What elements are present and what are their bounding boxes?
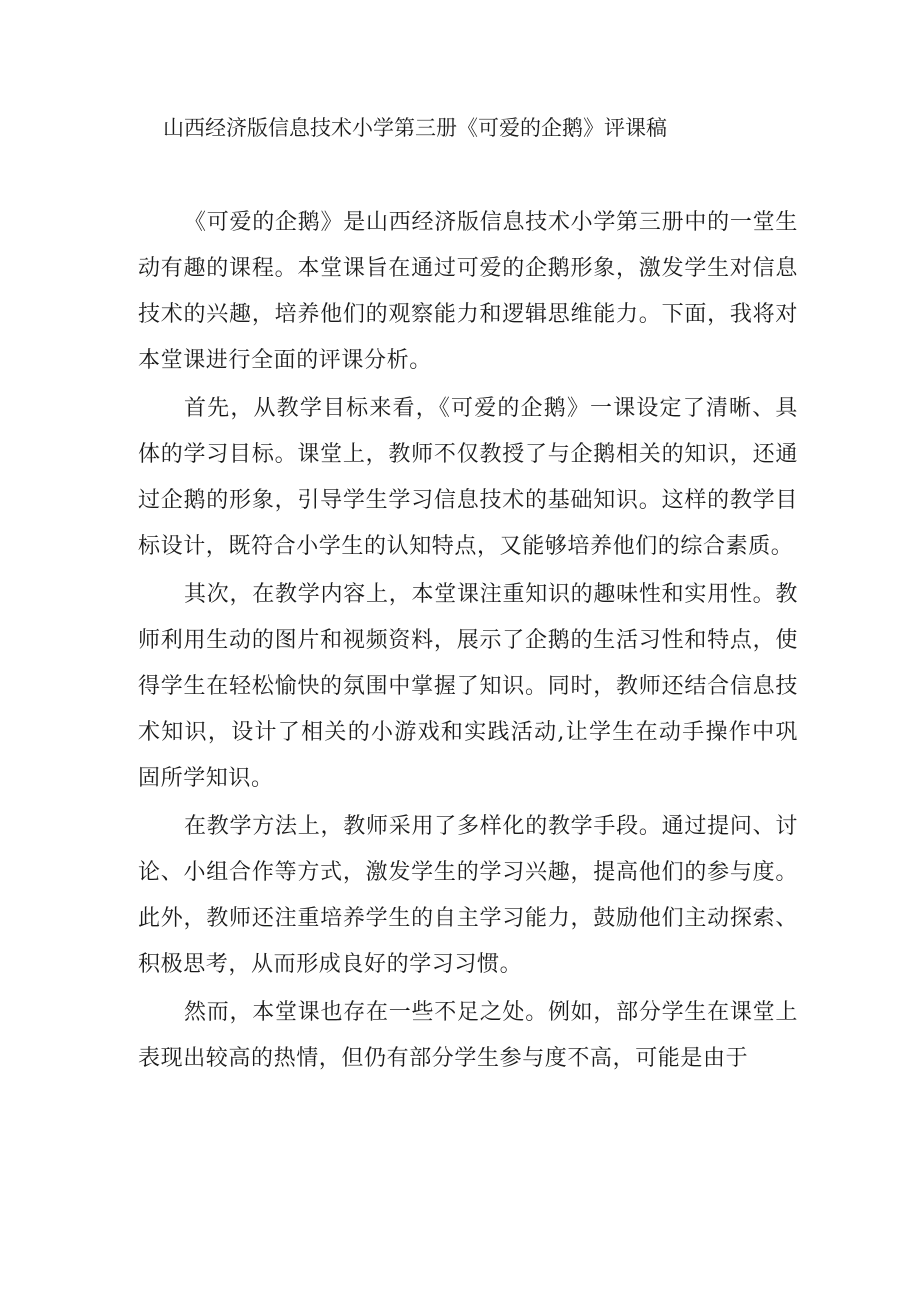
paragraph-teaching-content: 其次，在教学内容上，本堂课注重知识的趣味性和实用性。教师利用生动的图片和视频资料，展示了企鹅的生活习性和特点，使得学生在轻松愉快的氛围中掌握了知识。同时，教师还结合信息技术知识，设计了相关的小游戏和实践活动,让学生在动手操作中巩固所学知识。 xyxy=(138,582,798,791)
paragraph-shortcomings: 然而，本堂课也存在一些不足之处。例如，部分学生在课堂上表现出较高的热情，但仍有部分学生参与度不高，可能是由于 xyxy=(138,1000,798,1071)
paragraph-teaching-methods: 在教学方法上，教师采用了多样化的教学手段。通过提问、讨论、小组合作等方式，激发学生的学习兴趣，提高他们的参与度。此外，教师还注重培养学生的自主学习能力，鼓励他们主动探索、积极思考，从而形成良好的学习习惯。 xyxy=(138,814,798,977)
paragraph-teaching-goals: 首先，从教学目标来看，《可爱的企鹅》一课设定了清晰、具体的学习目标。课堂上，教师不仅教授了与企鹅相关的知识，还通过企鹅的形象，引导学生学习信息技术的基础知识。这样的教学目标设计，既符合小学生的认知特点，又能够培养他们的综合素质。 xyxy=(138,396,798,559)
document-title: 山西经济版信息技术小学第三册《可爱的企鹅》评课稿 xyxy=(163,116,667,140)
paragraph-intro: 《可爱的企鹅》是山西经济版信息技术小学第三册中的一堂生动有趣的课程。本堂课旨在通过可爱的企鹅形象，激发学生对信息技术的兴趣，培养他们的观察能力和逻辑思维能力。下面，我将对本堂课进行全面的评课分析。 xyxy=(138,210,798,373)
document-body xyxy=(138,200,798,1084)
